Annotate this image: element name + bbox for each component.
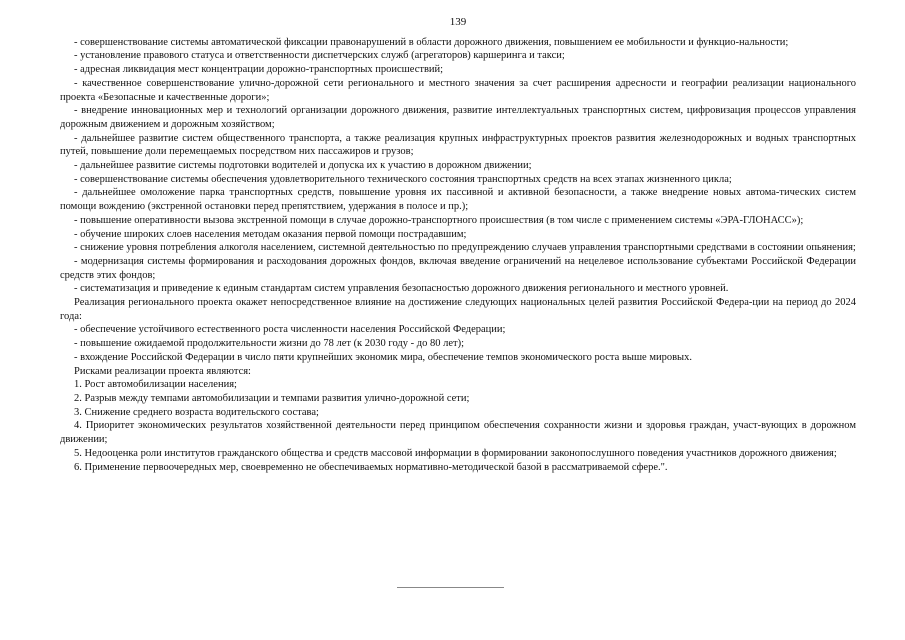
- paragraph: - обучение широких слоев населения методам оказания первой помощи пострадавшим;: [74, 228, 467, 240]
- paragraph: 5. Недооценка роли институтов гражданского общества и средств массовой информации в формировании законопослушного поведения участников дорожного движения;: [74, 447, 837, 459]
- paragraph: - повышение оперативности вызова экстренной помощи в случае дорожно-транспортного происшествия (в том числе с применением системы «ЭРА-ГЛОНАСС»);: [74, 214, 804, 226]
- paragraph: - обеспечение устойчивого естественного роста численности населения Российской Федерации;: [74, 324, 506, 336]
- footer-divider: [397, 587, 504, 588]
- paragraph: - установление правового статуса и ответственности диспетчерских служб (агрегаторов) каршеринга и такси;: [74, 50, 565, 62]
- paragraph: - дальнейшее развитие системы подготовки водителей и допуска их к участию в дорожном движении;: [74, 160, 532, 172]
- paragraph: - совершенствование системы обеспечения удовлетворительного технического состояния транспортных средств на всех этапах жизненного цикла;: [74, 173, 732, 185]
- paragraph: 6. Применение первоочередных мер, своевременно не обеспечиваемых нормативно-методической базой в рассматриваемой сфере.".: [74, 461, 668, 473]
- document-page: [60, 16, 856, 474]
- paragraph: - внедрение инновационных мер и технологий организации дорожного движения, развитие интеллектуальных транспортных систем, цифровизация процессов управления дорожным движением и дорожным хозяйством;: [60, 105, 856, 130]
- paragraph: - адресная ликвидация мест концентрации дорожно-транспортных происшествий;: [74, 64, 444, 76]
- paragraph: Реализация регионального проекта окажет непосредственное влияние на достижение следующих национальных целей развития Российской Федера-ции на период до 2024 года:: [60, 297, 856, 322]
- page-number: 139: [449, 16, 467, 28]
- document-body: [60, 36, 856, 475]
- paragraph: - модернизация системы формирования и расходования дорожных фондов, включая введение ограничений на нецелевое использование субъектами Российской Федерации средств этих фондов;: [60, 255, 856, 281]
- paragraph: Рисками реализации проекта являются:: [74, 365, 251, 377]
- paragraph: - систематизация и приведение к единым стандартам систем управления безопасностью дорожного движения регионального и местного уровней.: [74, 283, 729, 295]
- paragraph: 3. Снижение среднего возраста водительского состава;: [74, 406, 319, 418]
- paragraph: - качественное совершенствование улично-дорожной сети регионального и местного значения за счет расширения адресности и географии реализации национального проекта «Безопасные и качественные дороги»;: [60, 77, 856, 103]
- paragraph: - дальнейшее омоложение парка транспортных средств, повышение уровня их пассивной и активной безопасности, а также внедрение новых автома-тических систем помощи вождению (экстренной остановки перед препятствием, удержания в полосе и пр.);: [60, 187, 856, 213]
- paragraph: 4. Приоритет экономических результатов хозяйственной деятельности перед принципом обеспечения сохранности жизни и здоровья граждан, участ-вующих в дорожном движении;: [60, 420, 856, 446]
- paragraph: - совершенствование системы автоматической фиксации правонарушений в области дорожного движения, повышением ее мобильности и функцио-нальности;: [74, 36, 789, 48]
- paragraph: - снижение уровня потребления алкоголя населением, системной деятельностью по предупреждению случаев управления транспортными средствами в состоянии опьянения;: [74, 242, 856, 254]
- paragraph: - вхождение Российской Федерации в число пяти крупнейших экономик мира, обеспечение темпов экономического роста выше мировых.: [74, 351, 692, 363]
- paragraph: 2. Разрыв между темпами автомобилизации и темпами развития улично-дорожной сети;: [74, 392, 470, 404]
- paragraph: 1. Рост автомобилизации населения;: [74, 379, 237, 391]
- paragraph: - повышение ожидаемой продолжительности жизни до 78 лет (к 2030 году - до 80 лет);: [74, 338, 464, 350]
- paragraph: - дальнейшее развитие систем общественного транспорта, а также реализация крупных инфраструктурных проектов развития железнодорожных и водных транспортных путей, повышение доли перемещаемых посредством них пассажиров и грузов;: [60, 132, 856, 158]
